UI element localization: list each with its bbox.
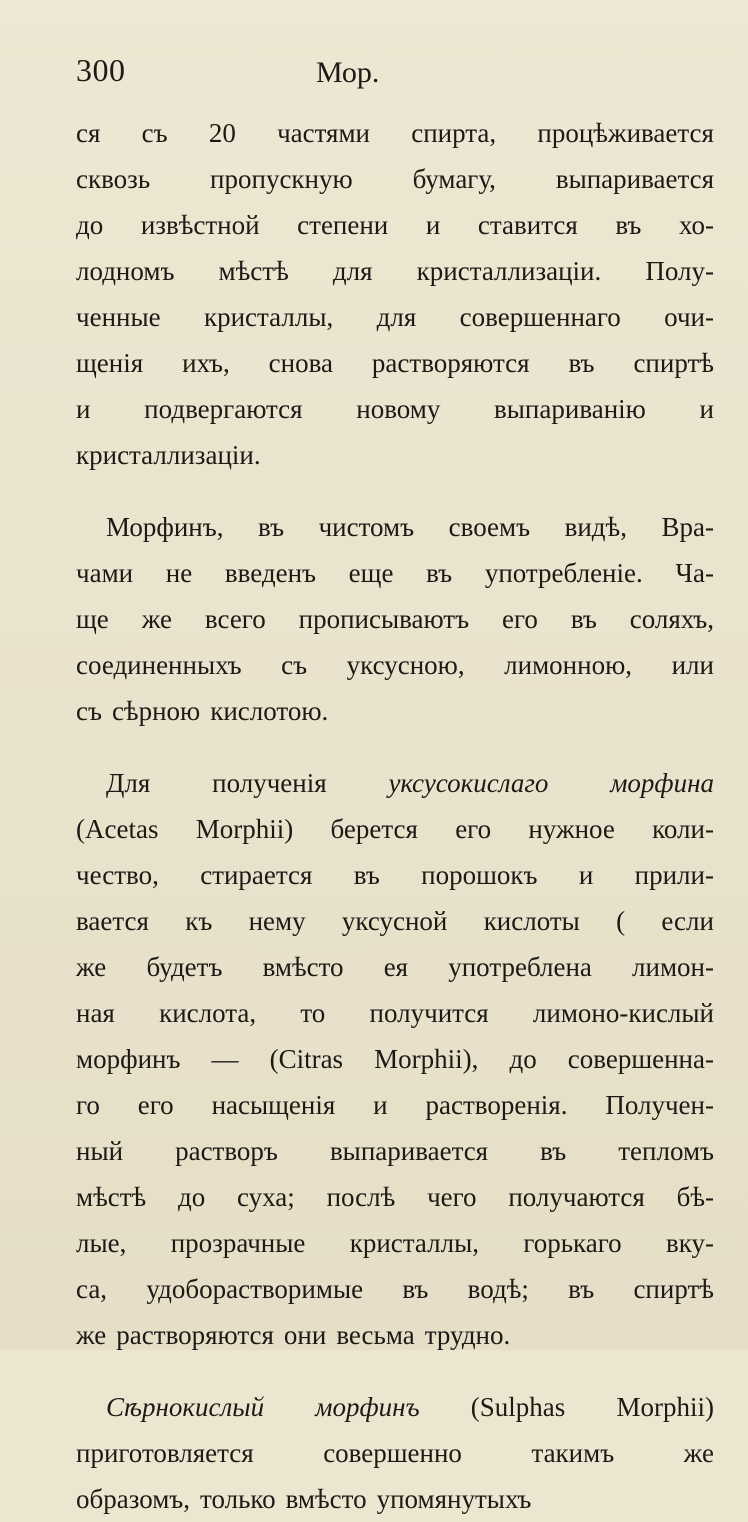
word: чество, (76, 860, 159, 890)
word: употреблена (448, 952, 592, 982)
word: и (373, 1090, 388, 1120)
word: Ча- (675, 558, 714, 588)
word: ихъ, (182, 348, 230, 378)
word: въ (568, 348, 595, 378)
word: и (76, 394, 91, 424)
word: нужное (528, 814, 615, 844)
text-line (76, 1128, 714, 1174)
word: хо- (678, 210, 714, 240)
text-line (76, 944, 714, 990)
word: прили- (634, 860, 714, 890)
text-line (76, 504, 714, 550)
word: ея (383, 952, 409, 982)
word: къ (185, 906, 213, 936)
word: совершеннаго (459, 302, 621, 332)
word: растворяются (116, 1320, 274, 1350)
word: въ (353, 860, 380, 890)
text-line (76, 1430, 714, 1476)
word: морфинъ (76, 1044, 181, 1074)
word: съ (281, 650, 308, 680)
word: (Sulphas (470, 1392, 566, 1422)
word: насыщенія (211, 1090, 336, 1120)
word: трудно. (424, 1320, 511, 1350)
word: только (200, 1484, 276, 1514)
word: вмѣсто (285, 1484, 367, 1514)
paragraph-gap (76, 1358, 714, 1384)
word: въ (426, 558, 453, 588)
word: ся (76, 118, 101, 148)
word: удоборастворимые (146, 1274, 364, 1304)
word: будетъ (146, 952, 223, 982)
word: берется (330, 814, 418, 844)
word: или (671, 650, 714, 680)
word: для (332, 256, 373, 286)
word: лимоно-кислый (532, 998, 714, 1028)
word: лимонною, (504, 650, 632, 680)
word: въ (570, 604, 597, 634)
word: кристаллизаціи. (76, 440, 261, 470)
word: его (502, 604, 538, 634)
text-line (76, 1312, 714, 1358)
word: чами (76, 558, 134, 588)
word: растворенія. (425, 1090, 568, 1120)
word: бумагу, (412, 164, 496, 194)
word: ная (76, 998, 115, 1028)
paragraph (76, 504, 714, 734)
word: Вра- (661, 512, 714, 542)
word: (Acetas (76, 814, 159, 844)
word: спиртѣ (633, 348, 714, 378)
paragraph-gap (76, 734, 714, 760)
word: чего (427, 1182, 477, 1212)
word: и (699, 394, 714, 424)
word: съ (141, 118, 168, 148)
text-line (76, 806, 714, 852)
word: введенъ (224, 558, 316, 588)
word: кристаллы, (349, 1228, 479, 1258)
word: (Citras (269, 1044, 344, 1074)
word: выпаривается (555, 164, 714, 194)
word: въ (615, 210, 642, 240)
word: его (455, 814, 492, 844)
word: получаются (508, 1182, 645, 1212)
italic-word: Сѣрнокислый (106, 1392, 265, 1422)
word: въ (568, 1274, 595, 1304)
word: ставится (477, 210, 578, 240)
word: Морфинъ, (106, 512, 224, 542)
word: кристаллы, (203, 302, 334, 332)
word: въ (540, 1136, 567, 1166)
paragraph (76, 1384, 714, 1522)
text-line (76, 156, 714, 202)
word: его (137, 1090, 174, 1120)
word: приготовляется (76, 1438, 254, 1468)
word: стирается (200, 860, 313, 890)
word: вмѣсто (262, 952, 344, 982)
italic-word: уксусокислаго (388, 768, 549, 798)
word: до (76, 210, 104, 240)
word: видѣ, (564, 512, 627, 542)
body-text (76, 110, 714, 1522)
word: выпариванію (494, 394, 646, 424)
word: растворъ (175, 1136, 278, 1166)
word: подвергаются (144, 394, 303, 424)
word: вку- (665, 1228, 714, 1258)
word: Morphii) (616, 1392, 714, 1422)
word: лодномъ (76, 256, 175, 286)
word: извѣстной (140, 210, 260, 240)
word: 20 (208, 118, 236, 148)
word: ( (616, 906, 626, 936)
word: кислотою. (210, 696, 329, 726)
word: совершенна- (567, 1044, 714, 1074)
word: коли- (652, 814, 714, 844)
text-line (76, 432, 714, 478)
word: — (211, 1044, 239, 1074)
word: въ (402, 1274, 429, 1304)
word: го (76, 1090, 100, 1120)
word: ный (76, 1136, 124, 1166)
word: кристаллизаціи. (416, 256, 602, 286)
word: прописываютъ (298, 604, 470, 634)
word: спирта, (411, 118, 497, 148)
word: не (165, 558, 193, 588)
text-line (76, 202, 714, 248)
italic-word: морфина (610, 768, 714, 798)
page-number: 300 (76, 52, 126, 88)
text-line (76, 642, 714, 688)
word: совершенно (323, 1438, 462, 1468)
word: до (177, 1182, 206, 1212)
word: образомъ, (76, 1484, 191, 1514)
word: еще (348, 558, 394, 588)
word: упомянутыхъ (376, 1484, 532, 1514)
word: сквозь (76, 164, 151, 194)
word: же (141, 604, 172, 634)
text-line (76, 1174, 714, 1220)
text-line (76, 1082, 714, 1128)
running-head: Мор. (316, 56, 380, 89)
text-line (76, 1220, 714, 1266)
word: порошокъ (421, 860, 538, 890)
word: мѣстѣ (218, 256, 289, 286)
word: частями (277, 118, 371, 148)
word: чистомъ (318, 512, 415, 542)
word: и (425, 210, 441, 240)
word: выпаривается (329, 1136, 489, 1166)
text-line (76, 760, 714, 806)
text-line (76, 852, 714, 898)
word: Morphii), (374, 1044, 479, 1074)
word: сѣрною (111, 696, 201, 726)
italic-word: морфинъ (315, 1392, 420, 1422)
word: полученія (212, 768, 327, 798)
text-line (76, 1036, 714, 1082)
word: прозрачные (170, 1228, 306, 1258)
word: же (76, 952, 107, 982)
paragraph (76, 760, 714, 1358)
word: же (76, 1320, 107, 1350)
text-line (76, 688, 714, 734)
word: тепломъ (618, 1136, 714, 1166)
text-line (76, 990, 714, 1036)
word: лимон- (632, 952, 714, 982)
word: въ (258, 512, 285, 542)
text-line (76, 898, 714, 944)
paragraph (76, 110, 714, 478)
word: до (509, 1044, 537, 1074)
word: кислоты (483, 906, 580, 936)
word: горькаго (523, 1228, 622, 1258)
word: вается (76, 906, 149, 936)
word: Полу- (645, 256, 714, 286)
word: весьма (336, 1320, 415, 1350)
word: растворяются (371, 348, 530, 378)
word: же (683, 1438, 714, 1468)
text-line (76, 550, 714, 596)
text-line (76, 110, 714, 156)
word: соляхъ, (629, 604, 714, 634)
word: водѣ; (467, 1274, 529, 1304)
word: употребленіе. (484, 558, 643, 588)
word: степени (297, 210, 389, 240)
word: съ (76, 696, 102, 726)
word: ще (76, 604, 109, 634)
word: послѣ (326, 1182, 396, 1212)
word: суха; (237, 1182, 295, 1212)
page-header (76, 52, 716, 100)
paragraph-gap (76, 478, 714, 504)
word: процѣживается (537, 118, 714, 148)
word: лые, (76, 1228, 127, 1258)
word: са, (76, 1274, 108, 1304)
word: новому (356, 394, 441, 424)
word: снова (268, 348, 333, 378)
word: ченные (76, 302, 161, 332)
word: и (578, 860, 594, 890)
word: соединенныхъ (76, 650, 242, 680)
text-line (76, 1384, 714, 1430)
word: такимъ (531, 1438, 615, 1468)
word: нему (248, 906, 306, 936)
word: Для (106, 768, 151, 798)
word: всего (204, 604, 266, 634)
text-line (76, 1266, 714, 1312)
word: щенія (76, 348, 144, 378)
word: бѣ- (676, 1182, 714, 1212)
word: мѣстѣ (76, 1182, 147, 1212)
word: кислота, (159, 998, 257, 1028)
word: своемъ (448, 512, 531, 542)
word: спиртѣ (633, 1274, 714, 1304)
text-line (76, 1476, 714, 1522)
text-line (76, 386, 714, 432)
text-line (76, 596, 714, 642)
word: пропускную (210, 164, 353, 194)
word: Morphii) (195, 814, 294, 844)
word: очи- (664, 302, 714, 332)
text-line (76, 294, 714, 340)
word: если (661, 906, 714, 936)
word: получится (369, 998, 489, 1028)
text-line (76, 248, 714, 294)
word: то (300, 998, 326, 1028)
word: для (376, 302, 417, 332)
word: они (283, 1320, 327, 1350)
text-line (76, 340, 714, 386)
word: уксусною, (346, 650, 465, 680)
word: Получен- (605, 1090, 714, 1120)
word: уксусной (341, 906, 448, 936)
